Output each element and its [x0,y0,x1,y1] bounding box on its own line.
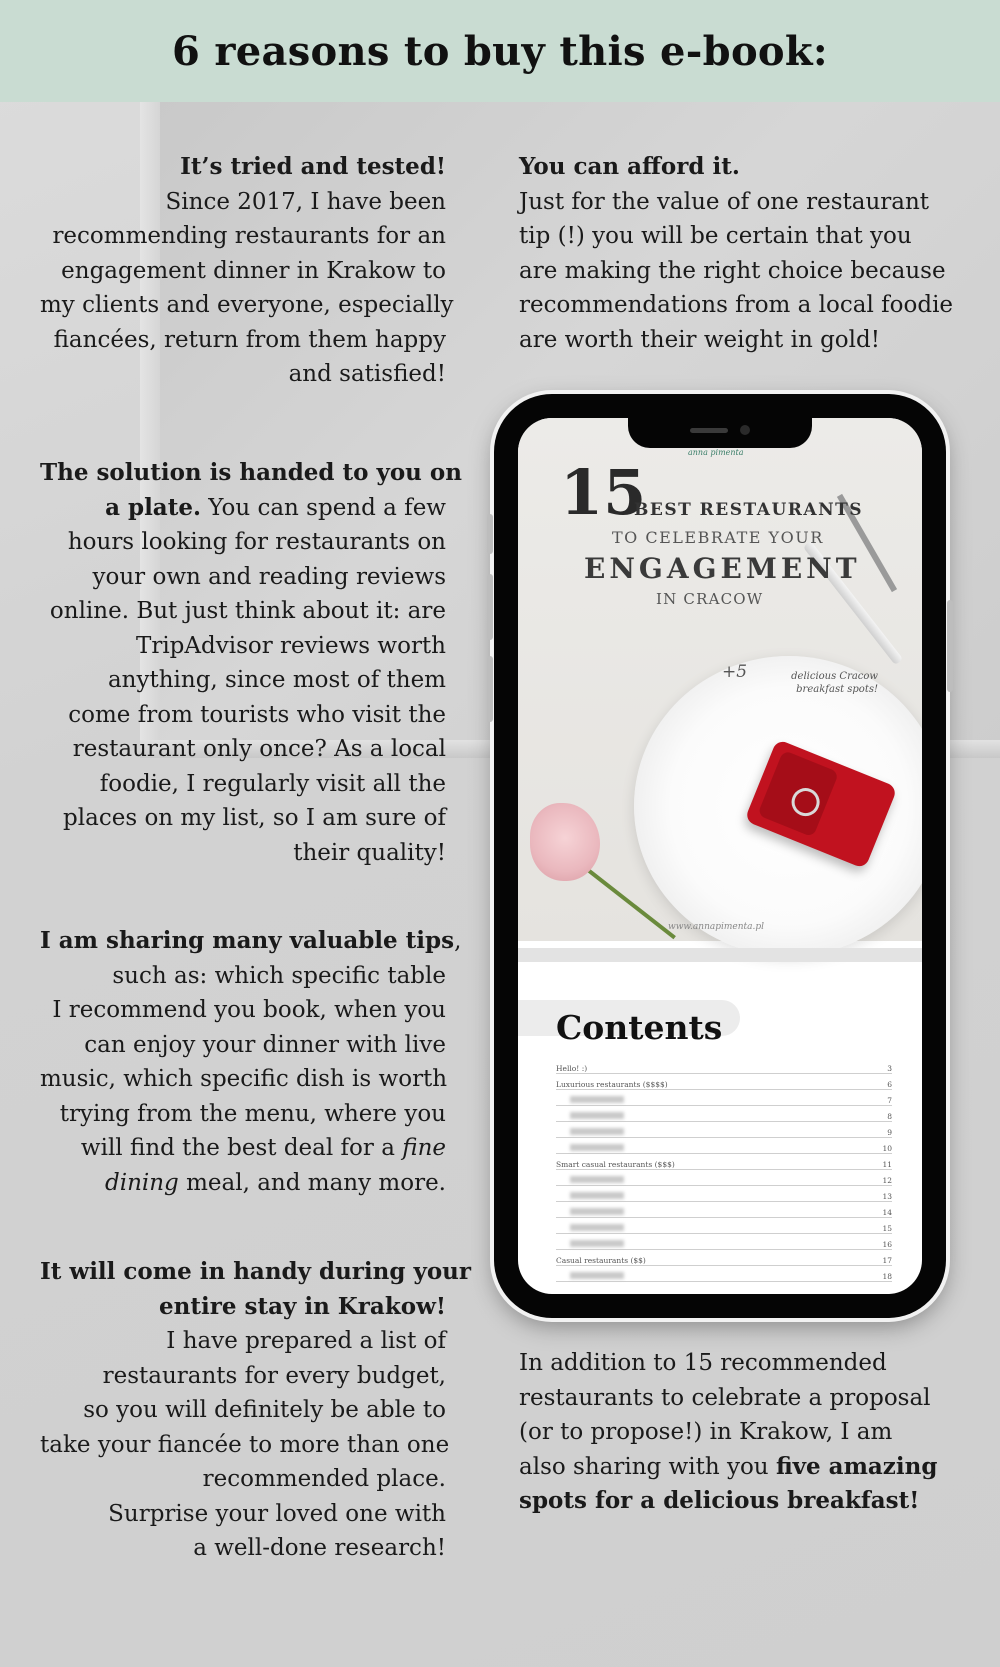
toc-row [556,1218,892,1234]
reason-line: my clients and everyone, especially [40,292,454,318]
reason-line: are worth their weight in gold! [519,326,880,353]
toc-row [556,1090,892,1106]
reason-handy-during-stay [40,1255,472,1566]
blurred-text [570,1272,624,1279]
toc-entry-blurred [556,1240,878,1249]
toc-entry-blurred [556,1112,878,1121]
phone-volume-down-button [487,656,493,722]
blurred-text [570,1240,624,1247]
reason-line: music, which specific dish is worth [40,1066,448,1092]
toc-page-number: 17 [882,1256,892,1265]
reason-line: restaurants for every budget, [102,1362,446,1389]
reason-heading: The solution is handed to you on [40,459,462,486]
blurred-text [570,1128,624,1135]
cover-title-cracow: IN CRACOW [656,590,764,608]
toc-page-number: 8 [887,1112,892,1121]
toc-page-number: 15 [882,1224,892,1233]
reason-line: are making the right choice because [519,257,946,284]
cover-number: 15 [560,456,647,529]
reason-heading: You can afford it. [519,153,740,180]
toc-page-number: 14 [882,1208,892,1217]
speaker-icon [690,428,728,433]
toc-entry-label: Luxurious restaurants ($$$$) [556,1080,668,1089]
blurred-text [570,1144,624,1151]
toc-row [556,1170,892,1186]
page-title: 6 reasons to buy this e-book: [172,27,828,75]
toc-entry-blurred [556,1096,878,1105]
reason-heading: It’s tried and tested! [180,153,446,180]
cover-breakfast-note: delicious Cracow breakfast spots! [791,671,878,695]
toc-entry-label: Smart casual restaurants ($$$) [556,1160,675,1169]
reason-line: I have prepared a list of [166,1328,446,1354]
reason-heading: entire stay in Krakow! [159,1292,446,1320]
toc-row [556,1122,892,1138]
reason-line: , [454,928,462,954]
toc-page-number: 16 [882,1240,892,1249]
reason-heading: I am sharing many valuable tips [40,927,455,954]
toc-page-number: 3 [887,1064,892,1073]
toc-page-number: 18 [882,1272,892,1281]
reason-line: can enjoy your dinner with live [84,1031,446,1058]
reason-line: also sharing with you [519,1453,776,1480]
reason-line: anything, since most of them [107,667,446,693]
reason-solution-on-plate [40,456,462,870]
blurred-text [570,1112,624,1119]
reason-line-italic: dining [105,1169,179,1196]
phone-volume-up-button [487,574,493,640]
reason-line: take your fiancée to more than one [40,1431,450,1458]
toc-entry-blurred [556,1176,878,1185]
toc-row [556,1106,892,1122]
header-banner [0,0,1000,102]
reason-heading: a plate. [105,493,201,521]
cover-website: www.annapimenta.pl [668,922,765,932]
reason-line-bold: five amazing [775,1452,938,1480]
reason-line: foodie, I regularly visit all the [99,770,446,797]
ring-box-lid [757,750,839,837]
cover-plus5: +5 [722,662,748,682]
toc-page-number: 11 [882,1160,892,1169]
toc-entry-label: Hello! :) [556,1064,588,1073]
reason-line: places on my list, so I am sure of [63,805,446,831]
reason-line: restaurants to celebrate a proposal [519,1384,931,1411]
reason-line: In addition to 15 recommended [519,1350,887,1376]
cover-title-celebrate: TO CELEBRATE YOUR [612,528,824,547]
reason-heading: It will come in handy during your [40,1258,472,1285]
reason-line: will find the best deal for a [80,1135,403,1161]
toc-row [556,1138,892,1154]
reason-line: TripAdvisor reviews worth [135,632,446,659]
reason-line: recommending restaurants for an [52,223,446,249]
blurred-text [570,1208,624,1215]
phone-screen [518,418,922,1294]
reason-line: online. But just think about it: are [49,598,446,624]
toc-row [556,1074,892,1090]
toc-row [556,1234,892,1250]
reason-tried-tested [40,150,454,392]
contents-title: Contents [556,1008,723,1047]
reason-line: Surprise your loved one with [108,1500,446,1527]
blurred-text [570,1176,624,1183]
phone-mockup [494,394,946,1318]
toc-entry-label: Casual restaurants ($$) [556,1256,646,1265]
blurred-text [570,1192,624,1199]
reason-line: a well-done research! [193,1535,446,1561]
phone-power-button [947,600,953,692]
reason-afford [519,150,954,357]
reason-line: recommended place. [202,1466,446,1492]
phone-side-button [487,514,493,554]
camera-icon [740,425,750,435]
toc-entry-blurred [556,1144,878,1153]
blurred-text [570,1224,624,1231]
reason-line: meal, and many more. [178,1169,446,1196]
toc-row [556,1154,892,1170]
toc-page-number: 9 [887,1128,892,1137]
reason-line: their quality! [293,839,446,866]
reason-line: recommendations from a local foodie [519,292,954,318]
reason-line: hours looking for restaurants on [67,529,446,555]
toc-row [556,1266,892,1282]
cover-title-engagement: ENGAGEMENT [584,552,861,585]
toc-page-number: 6 [887,1080,892,1089]
brand-logo: anna pimenta [688,448,744,457]
reason-line: Since 2017, I have been [165,188,446,215]
blurred-text [570,1096,624,1103]
toc-row [556,1186,892,1202]
toc-page-number: 13 [882,1192,892,1201]
toc-entry-blurred [556,1224,878,1233]
page-divider [518,948,922,962]
toc-entry-blurred [556,1208,878,1217]
cover-title-best: BEST RESTAURANTS [634,500,864,520]
reason-line: trying from the menu, where you [59,1100,446,1127]
reason-line: I recommend you book, when you [52,997,446,1023]
reason-line-bold: spots for a delicious breakfast! [519,1487,920,1514]
reason-line: You can spend a few [200,494,446,521]
toc-entry-blurred [556,1128,878,1137]
toc-row [556,1058,892,1074]
ring-icon [787,784,823,820]
toc-page-number: 10 [882,1144,892,1153]
phone-notch [628,418,812,448]
toc-row [556,1250,892,1266]
reason-line: such as: which specific table [112,962,446,989]
reason-line: fiancées, return from them happy [53,326,446,353]
reason-line: restaurant only once? As a local [72,736,446,762]
toc-entry-blurred [556,1192,878,1201]
table-of-contents [556,1058,892,1282]
reason-valuable-tips [40,924,462,1200]
toc-entry-blurred [556,1272,878,1281]
ebook-cover [518,418,922,941]
toc-page-number: 12 [882,1176,892,1185]
reason-line: engagement dinner in Krakow to [61,257,446,284]
reason-line: so you will definitely be able to [83,1397,446,1423]
reason-line: tip (!) you will be certain that you [519,223,912,249]
reason-line-italic: fine [402,1135,446,1161]
toc-row [556,1202,892,1218]
reason-breakfast-bonus [519,1346,949,1519]
toc-page-number: 7 [887,1096,892,1105]
reason-line: come from tourists who visit the [68,701,446,728]
reason-line: your own and reading reviews [92,563,446,590]
reason-line: and satisfied! [288,361,446,387]
reason-line: (or to propose!) in Krakow, I am [519,1419,893,1445]
rose-image [530,803,600,881]
reason-line: Just for the value of one restaurant [519,188,930,215]
